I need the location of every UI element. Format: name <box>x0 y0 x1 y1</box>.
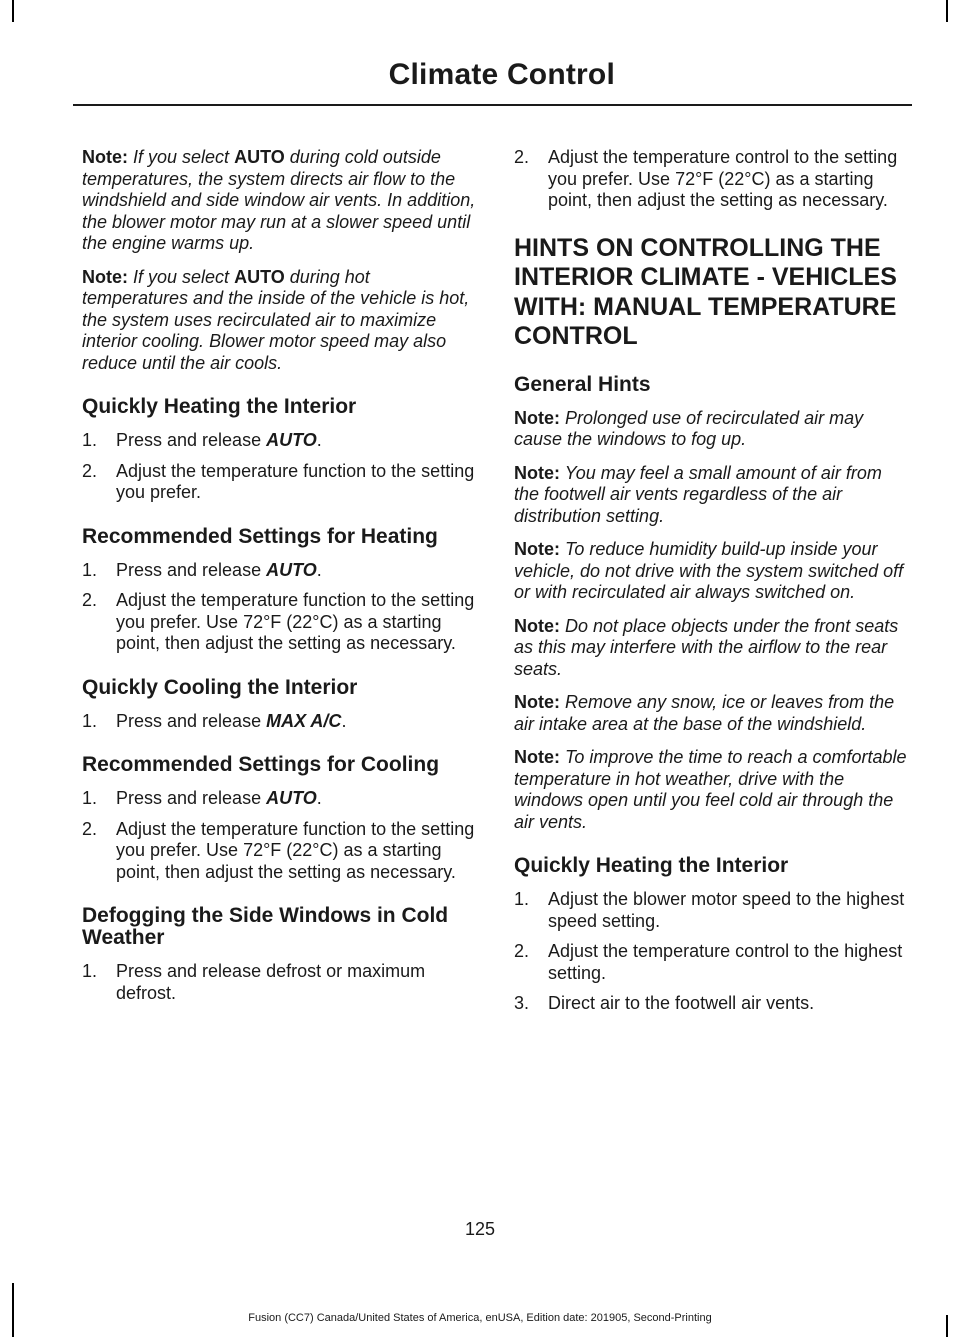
note-text: Do not place objects under the front seats as this may interfere with the airflow to the rear seats. <box>514 615 899 679</box>
step-number: 2. <box>82 460 98 481</box>
step-text: Press and release <box>116 430 267 450</box>
note-text: You may feel a small amount of air from the footwell air vents regardless of the air distribution setting. <box>514 462 882 526</box>
step-number: 1. <box>82 788 98 808</box>
section-heading: Recommended Settings for Cooling <box>82 753 440 776</box>
note-label: Note: <box>514 692 560 712</box>
step-list <box>82 560 477 655</box>
list-item <box>82 430 477 452</box>
section-heading: General Hints <box>514 372 651 396</box>
crop-mark <box>946 0 948 22</box>
note <box>514 539 909 604</box>
list-item <box>82 590 477 655</box>
note <box>82 147 477 255</box>
step-list <box>514 889 909 1015</box>
step-list <box>514 147 909 212</box>
note <box>514 616 909 681</box>
list-item <box>82 560 477 582</box>
step-keyword: AUTO <box>266 559 317 580</box>
step-text: Press and release <box>116 559 267 580</box>
page-title: Climate Control <box>388 58 615 91</box>
step-number: 1. <box>82 710 98 731</box>
note-label: Note: <box>514 539 560 559</box>
step-text: Adjust the temperature function to the setting you prefer. Use 72°F (22°C) as a starting point, then adjust the setting as necessary. <box>116 590 475 653</box>
step-suffix: . <box>316 788 322 808</box>
note-label: Note: <box>82 147 128 167</box>
note-label: Note: <box>82 266 128 287</box>
note-text: To improve the time to reach a comfortable temperature in hot weather, drive with the windows open until you feel cold air through the air vents. <box>514 747 907 832</box>
list-item <box>514 941 909 984</box>
list-item <box>514 889 909 932</box>
note <box>514 692 909 735</box>
step-text: Press and release <box>116 788 267 808</box>
note-text: If you select <box>133 266 235 287</box>
page-number: 125 <box>464 1219 496 1239</box>
section-heading: Recommended Settings for Heating <box>82 524 438 548</box>
note <box>514 408 909 451</box>
list-item <box>514 993 909 1015</box>
note <box>514 747 909 833</box>
note-text: Remove any snow, ice or leaves from the air intake area at the base of the windshield. <box>514 692 895 734</box>
main-heading: HINTS ON CONTROLLING THE INTERIOR CLIMATE - VEHICLES WITH: MANUAL TEMPERATURE CONTROL <box>514 233 897 350</box>
note <box>82 267 477 375</box>
note-text: during hot temperatures and the inside of the vehicle is hot, the system uses recirculated air to maximize interior cooling. Blower motor speed may also reduce until the air cools. <box>82 266 470 373</box>
header-divider <box>73 104 912 106</box>
crop-mark <box>12 1283 14 1337</box>
step-number: 2. <box>514 147 530 167</box>
step-keyword: AUTO <box>266 788 317 808</box>
step-suffix: . <box>316 559 322 580</box>
step-list <box>82 788 477 883</box>
step-text: Adjust the temperature function to the setting you prefer. <box>116 460 475 502</box>
note-text: To reduce humidity build-up inside your vehicle, do not drive with the system switched off or with recirculated air always switched on. <box>514 539 904 602</box>
step-number: 2. <box>514 941 530 961</box>
step-list <box>82 430 477 504</box>
step-text: Direct air to the footwell air vents. <box>548 993 815 1013</box>
note-keyword: AUTO <box>234 147 285 167</box>
section-heading: Quickly Heating the Interior <box>514 854 789 877</box>
right-column <box>514 147 909 1024</box>
note <box>514 463 909 528</box>
step-number: 1. <box>82 961 98 981</box>
list-item <box>82 461 477 504</box>
footer-text: Fusion (CC7) Canada/United States of America, enUSA, Edition date: 201905, Second-Printing <box>248 1312 712 1324</box>
step-number: 2. <box>82 818 98 839</box>
step-number: 3. <box>514 993 530 1013</box>
list-item <box>514 147 909 212</box>
step-suffix: . <box>316 430 322 450</box>
section-heading: Defogging the Side Windows in Cold Weather <box>82 904 449 949</box>
step-text: Press and release <box>116 710 267 731</box>
note-text: during cold outside temperatures, the system directs air flow to the windshield and side window air vents. In addition, the blower motor may run at a slower speed until the engine warms up. <box>82 147 476 253</box>
crop-mark <box>12 0 14 22</box>
section-heading: Quickly Heating the Interior <box>82 395 357 418</box>
step-keyword: MAX A/C <box>266 710 342 731</box>
note-keyword: AUTO <box>234 266 285 287</box>
list-item <box>82 788 477 810</box>
step-list <box>82 961 477 1004</box>
list-item <box>82 711 477 733</box>
note-label: Note: <box>514 462 560 483</box>
step-text: Adjust the temperature control to the setting you prefer. Use 72°F (22°C) as a starting point, then adjust the setting as necessary. <box>548 147 898 210</box>
note-label: Note: <box>514 615 560 636</box>
step-keyword: AUTO <box>266 430 317 450</box>
left-column <box>82 147 477 1013</box>
note-text: Prolonged use of recirculated air may cause the windows to fog up. <box>514 407 864 449</box>
note-label: Note: <box>514 747 560 767</box>
step-number: 1. <box>82 559 98 580</box>
step-number: 1. <box>514 889 530 909</box>
note-text: If you select <box>133 147 235 167</box>
step-number: 1. <box>82 430 98 450</box>
note-label: Note: <box>514 407 560 428</box>
list-item <box>82 819 477 884</box>
section-heading: Quickly Cooling the Interior <box>82 675 358 699</box>
step-text: Adjust the blower motor speed to the highest speed setting. <box>548 889 905 931</box>
step-text: Adjust the temperature function to the setting you prefer. Use 72°F (22°C) as a starting point, then adjust the setting as necessary. <box>116 818 475 882</box>
step-suffix: . <box>341 710 347 731</box>
step-number: 2. <box>82 590 98 610</box>
step-list <box>82 711 477 733</box>
step-text: Adjust the temperature control to the highest setting. <box>548 941 903 983</box>
list-item <box>82 961 477 1004</box>
step-text: Press and release defrost or maximum defrost. <box>116 961 426 1003</box>
